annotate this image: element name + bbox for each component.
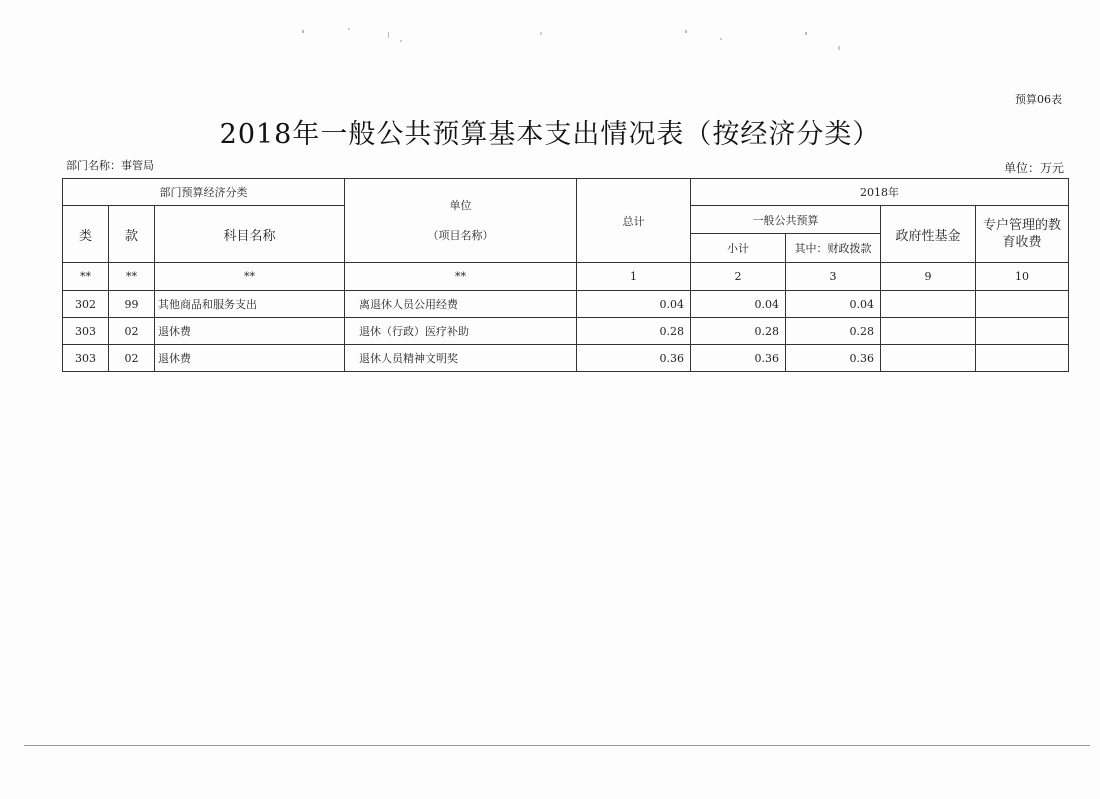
budget-table [62,178,1069,372]
table-row [63,345,1069,372]
table-row [63,291,1069,318]
code-cell: 10 [976,263,1069,291]
table-row [63,318,1069,345]
code-cell: 1 [577,263,691,291]
header-year: 2018年 [691,179,1069,206]
row-fiscal: 0.36 [786,345,881,372]
scan-noise [290,18,850,58]
row-project: 离退休人员公用经费 [345,291,577,318]
row-category: 303 [63,318,109,345]
row-project: 退休人员精神文明奖 [345,345,577,372]
row-category: 302 [63,291,109,318]
department-label: 部门名称：事管局 [66,159,154,172]
unit-label: 单位：万元 [1003,161,1064,175]
row-subject: 其他商品和服务支出 [155,291,345,318]
page-title: 2018年一般公共预算基本支出情况表（按经济分类） [219,119,881,150]
form-code: 预算06表 [1015,93,1062,106]
header-project-name: （项目名称） [427,228,494,242]
header-subtotal: 小计 [691,234,786,263]
header-general-budget: 一般公共预算 [691,206,881,234]
row-subtotal: 0.36 [691,345,786,372]
row-gov-fund [881,291,976,318]
row-total: 0.36 [577,345,691,372]
row-gov-fund [881,345,976,372]
row-subject: 退休费 [155,318,345,345]
header-row-1 [63,179,1069,206]
row-special-fee [976,345,1069,372]
code-cell: ** [345,263,577,291]
row-total: 0.28 [577,318,691,345]
header-total: 总计 [577,179,691,263]
code-cell: ** [63,263,109,291]
row-category: 303 [63,345,109,372]
row-special-fee [976,291,1069,318]
header-of-which-fiscal: 其中：财政拨款 [786,234,881,263]
header-category: 类 [63,206,109,263]
row-gov-fund [881,318,976,345]
bottom-divider [24,745,1090,746]
header-special-fee: 专户管理的教育收费 [976,206,1069,263]
row-special-fee [976,318,1069,345]
code-cell: 2 [691,263,786,291]
header-unit: 单位 [449,198,472,212]
header-item: 款 [109,206,155,263]
row-item: 02 [109,345,155,372]
row-total: 0.04 [577,291,691,318]
header-econ-class: 部门预算经济分类 [63,179,345,206]
header-unit-cell [345,179,577,263]
code-row [63,263,1069,291]
code-cell: 3 [786,263,881,291]
row-fiscal: 0.04 [786,291,881,318]
row-item: 02 [109,318,155,345]
row-item: 99 [109,291,155,318]
row-subtotal: 0.28 [691,318,786,345]
code-cell: ** [155,263,345,291]
row-subtotal: 0.04 [691,291,786,318]
code-cell: ** [109,263,155,291]
header-gov-fund: 政府性基金 [881,206,976,263]
header-subject-name: 科目名称 [155,206,345,263]
row-subject: 退休费 [155,345,345,372]
code-cell: 9 [881,263,976,291]
row-fiscal: 0.28 [786,318,881,345]
row-project: 退休（行政）医疗补助 [345,318,577,345]
